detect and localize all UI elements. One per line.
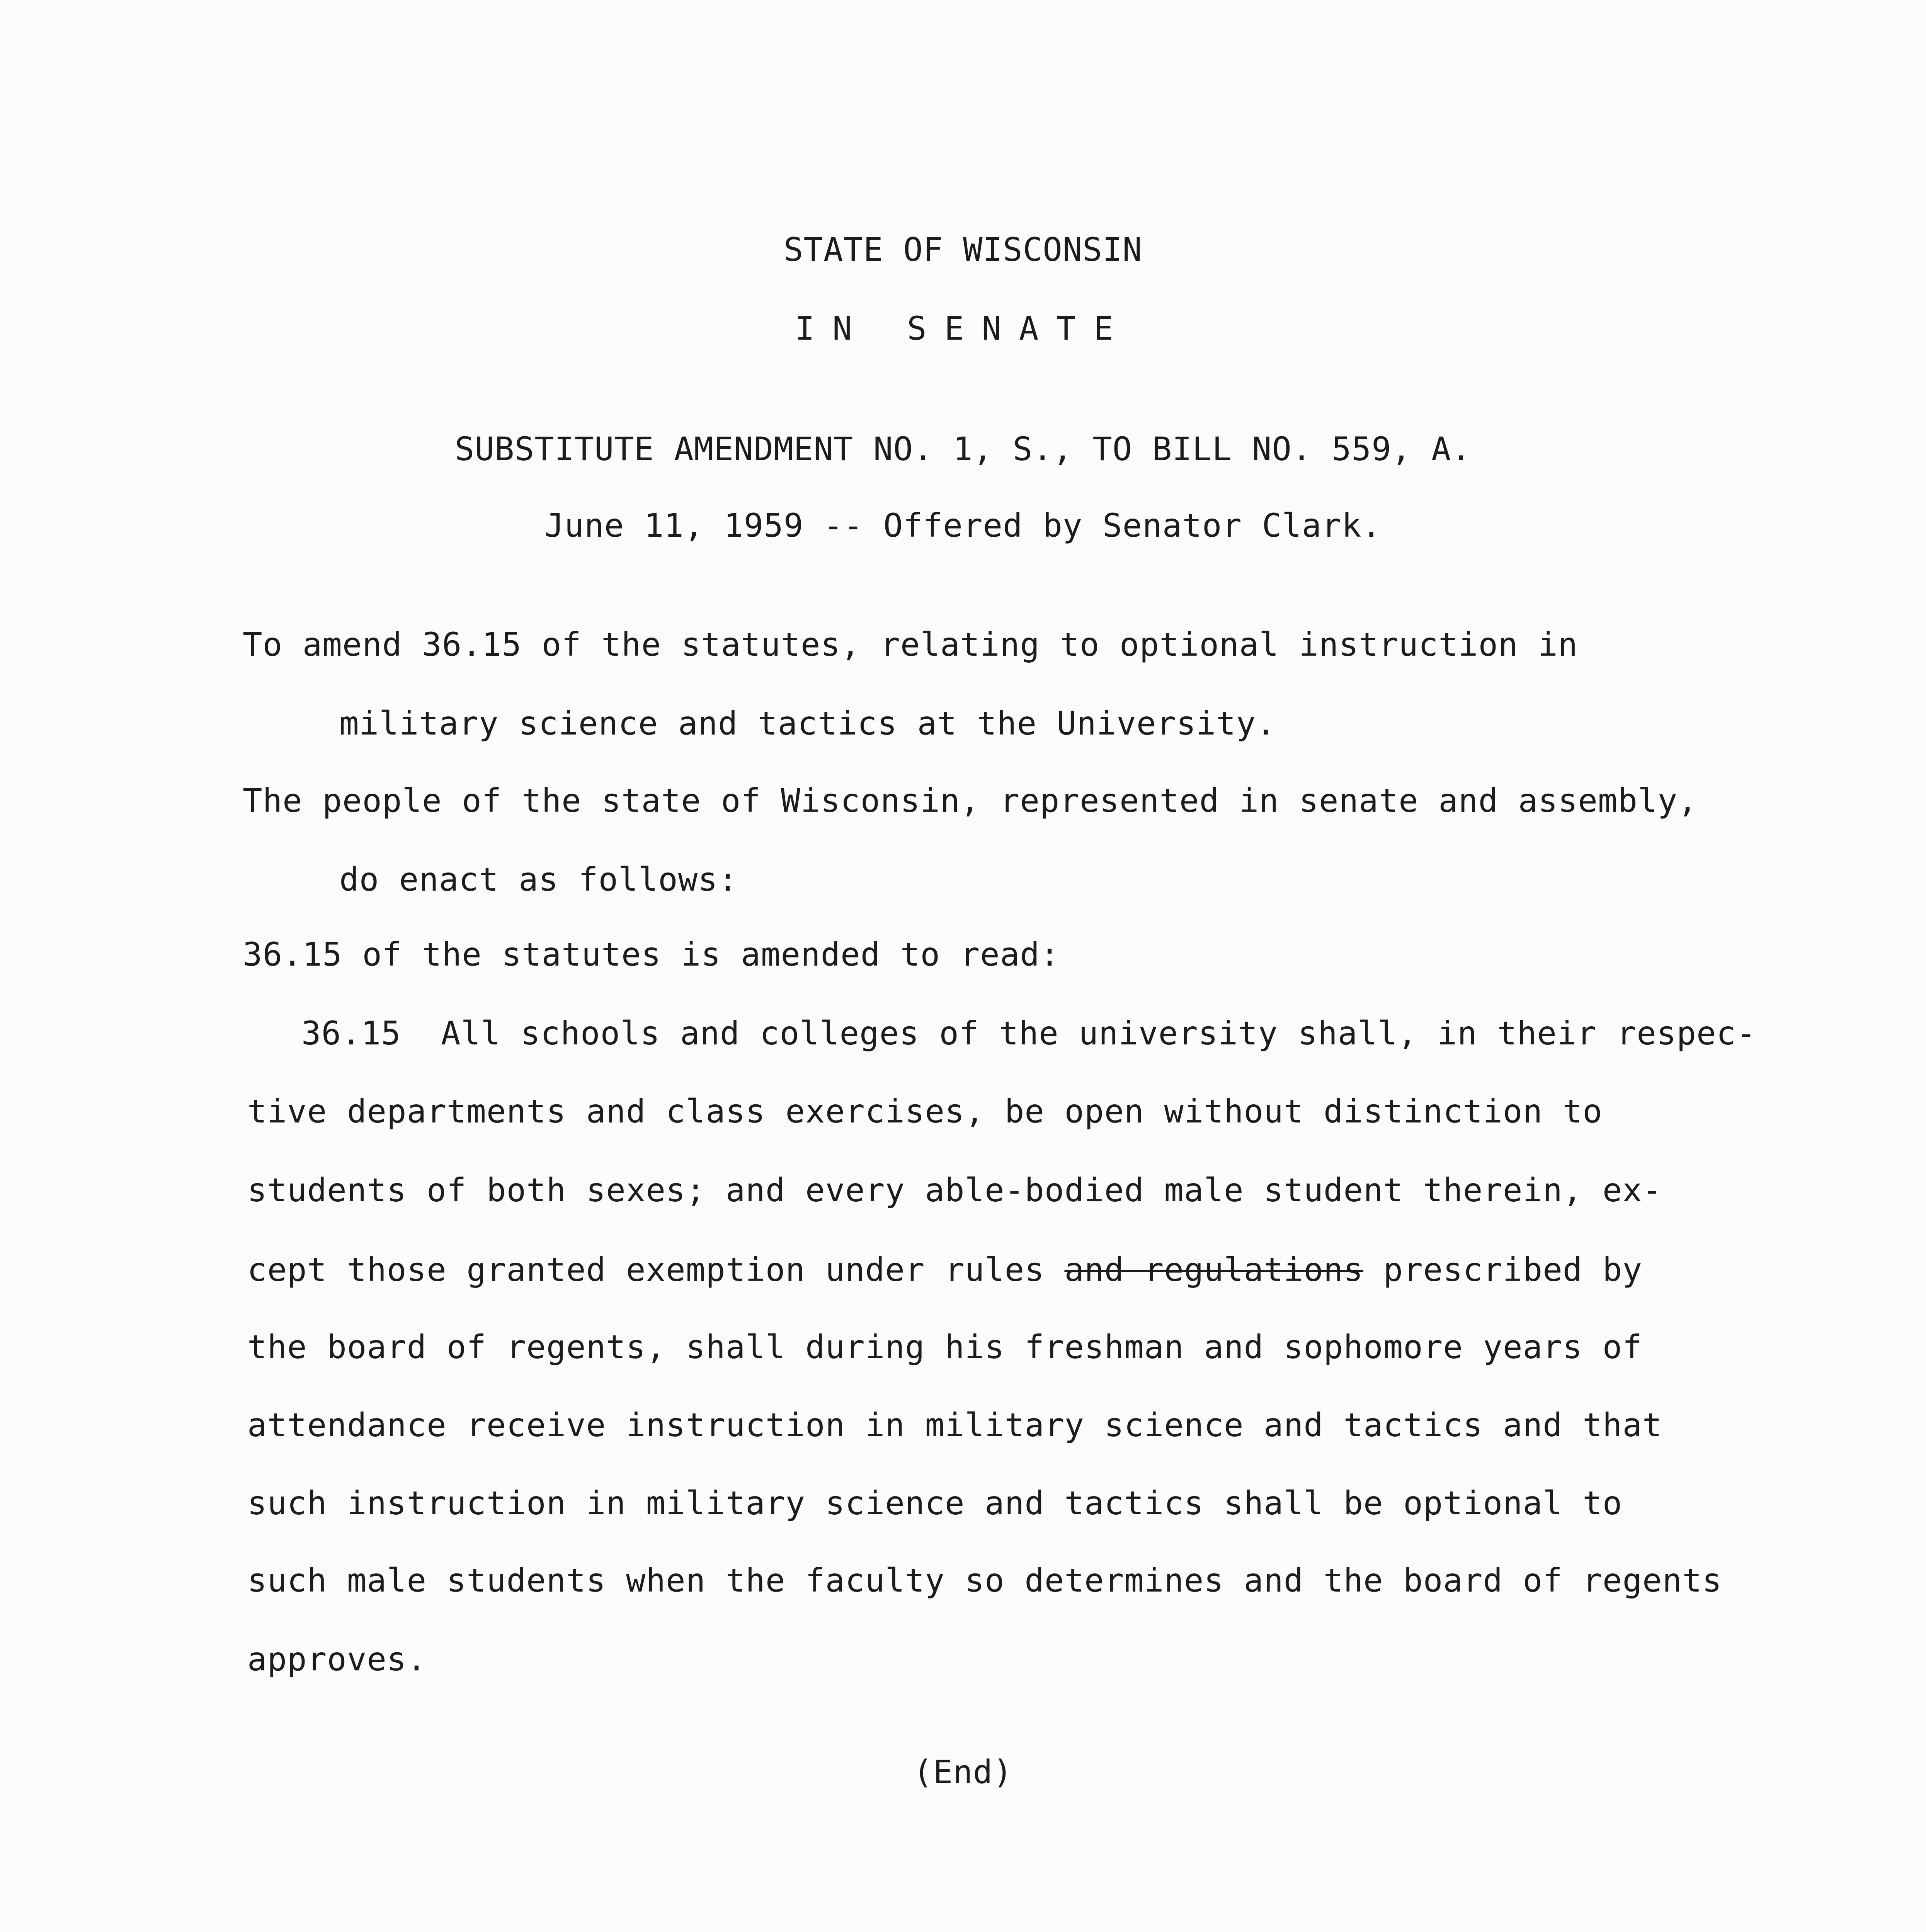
section-line: students of both sexes; and every able-bodied male student therein, ex- <box>247 1171 1662 1209</box>
section-text: cept those granted exemption under rules <box>247 1251 1065 1289</box>
end-mark: (End) <box>913 1753 1013 1791</box>
section-line: tive departments and class exercises, be open without distinction to <box>247 1092 1603 1130</box>
title-line: military science and tactics at the University. <box>339 704 1276 742</box>
enacting-clause-line: The people of the state of Wisconsin, represented in senate and assembly, <box>243 782 1698 820</box>
section-line: approves. <box>247 1640 427 1678</box>
section-line <box>247 1250 1642 1289</box>
offered-line: June 11, 1959 -- Offered by Senator Clark. <box>544 507 1382 544</box>
amendment-title: SUBSTITUTE AMENDMENT NO. 1, S., TO BILL NO. 559, A. <box>454 430 1472 468</box>
amend-intro: 36.15 of the statutes is amended to read: <box>243 935 1060 973</box>
enacting-clause-line: do enact as follows: <box>339 861 738 898</box>
section-line: such male students when the faculty so determines and the board of regents <box>247 1561 1722 1599</box>
senate-heading: IN SENATE <box>795 310 1131 347</box>
section-line: such instruction in military science and tactics shall be optional to <box>247 1484 1623 1522</box>
section-line: attendance receive instruction in military science and tactics and that <box>247 1406 1662 1444</box>
title-line: To amend 36.15 of the statutes, relating to optional instruction in <box>243 626 1578 663</box>
section-line: 36.15 All schools and colleges of the university shall, in their respec- <box>301 1014 1756 1052</box>
state-heading: STATE OF WISCONSIN <box>783 231 1143 269</box>
section-text: prescribed by <box>1363 1251 1643 1289</box>
struck-text: and regulations <box>1064 1251 1364 1289</box>
section-line: the board of regents, shall during his freshman and sophomore years of <box>247 1328 1643 1366</box>
